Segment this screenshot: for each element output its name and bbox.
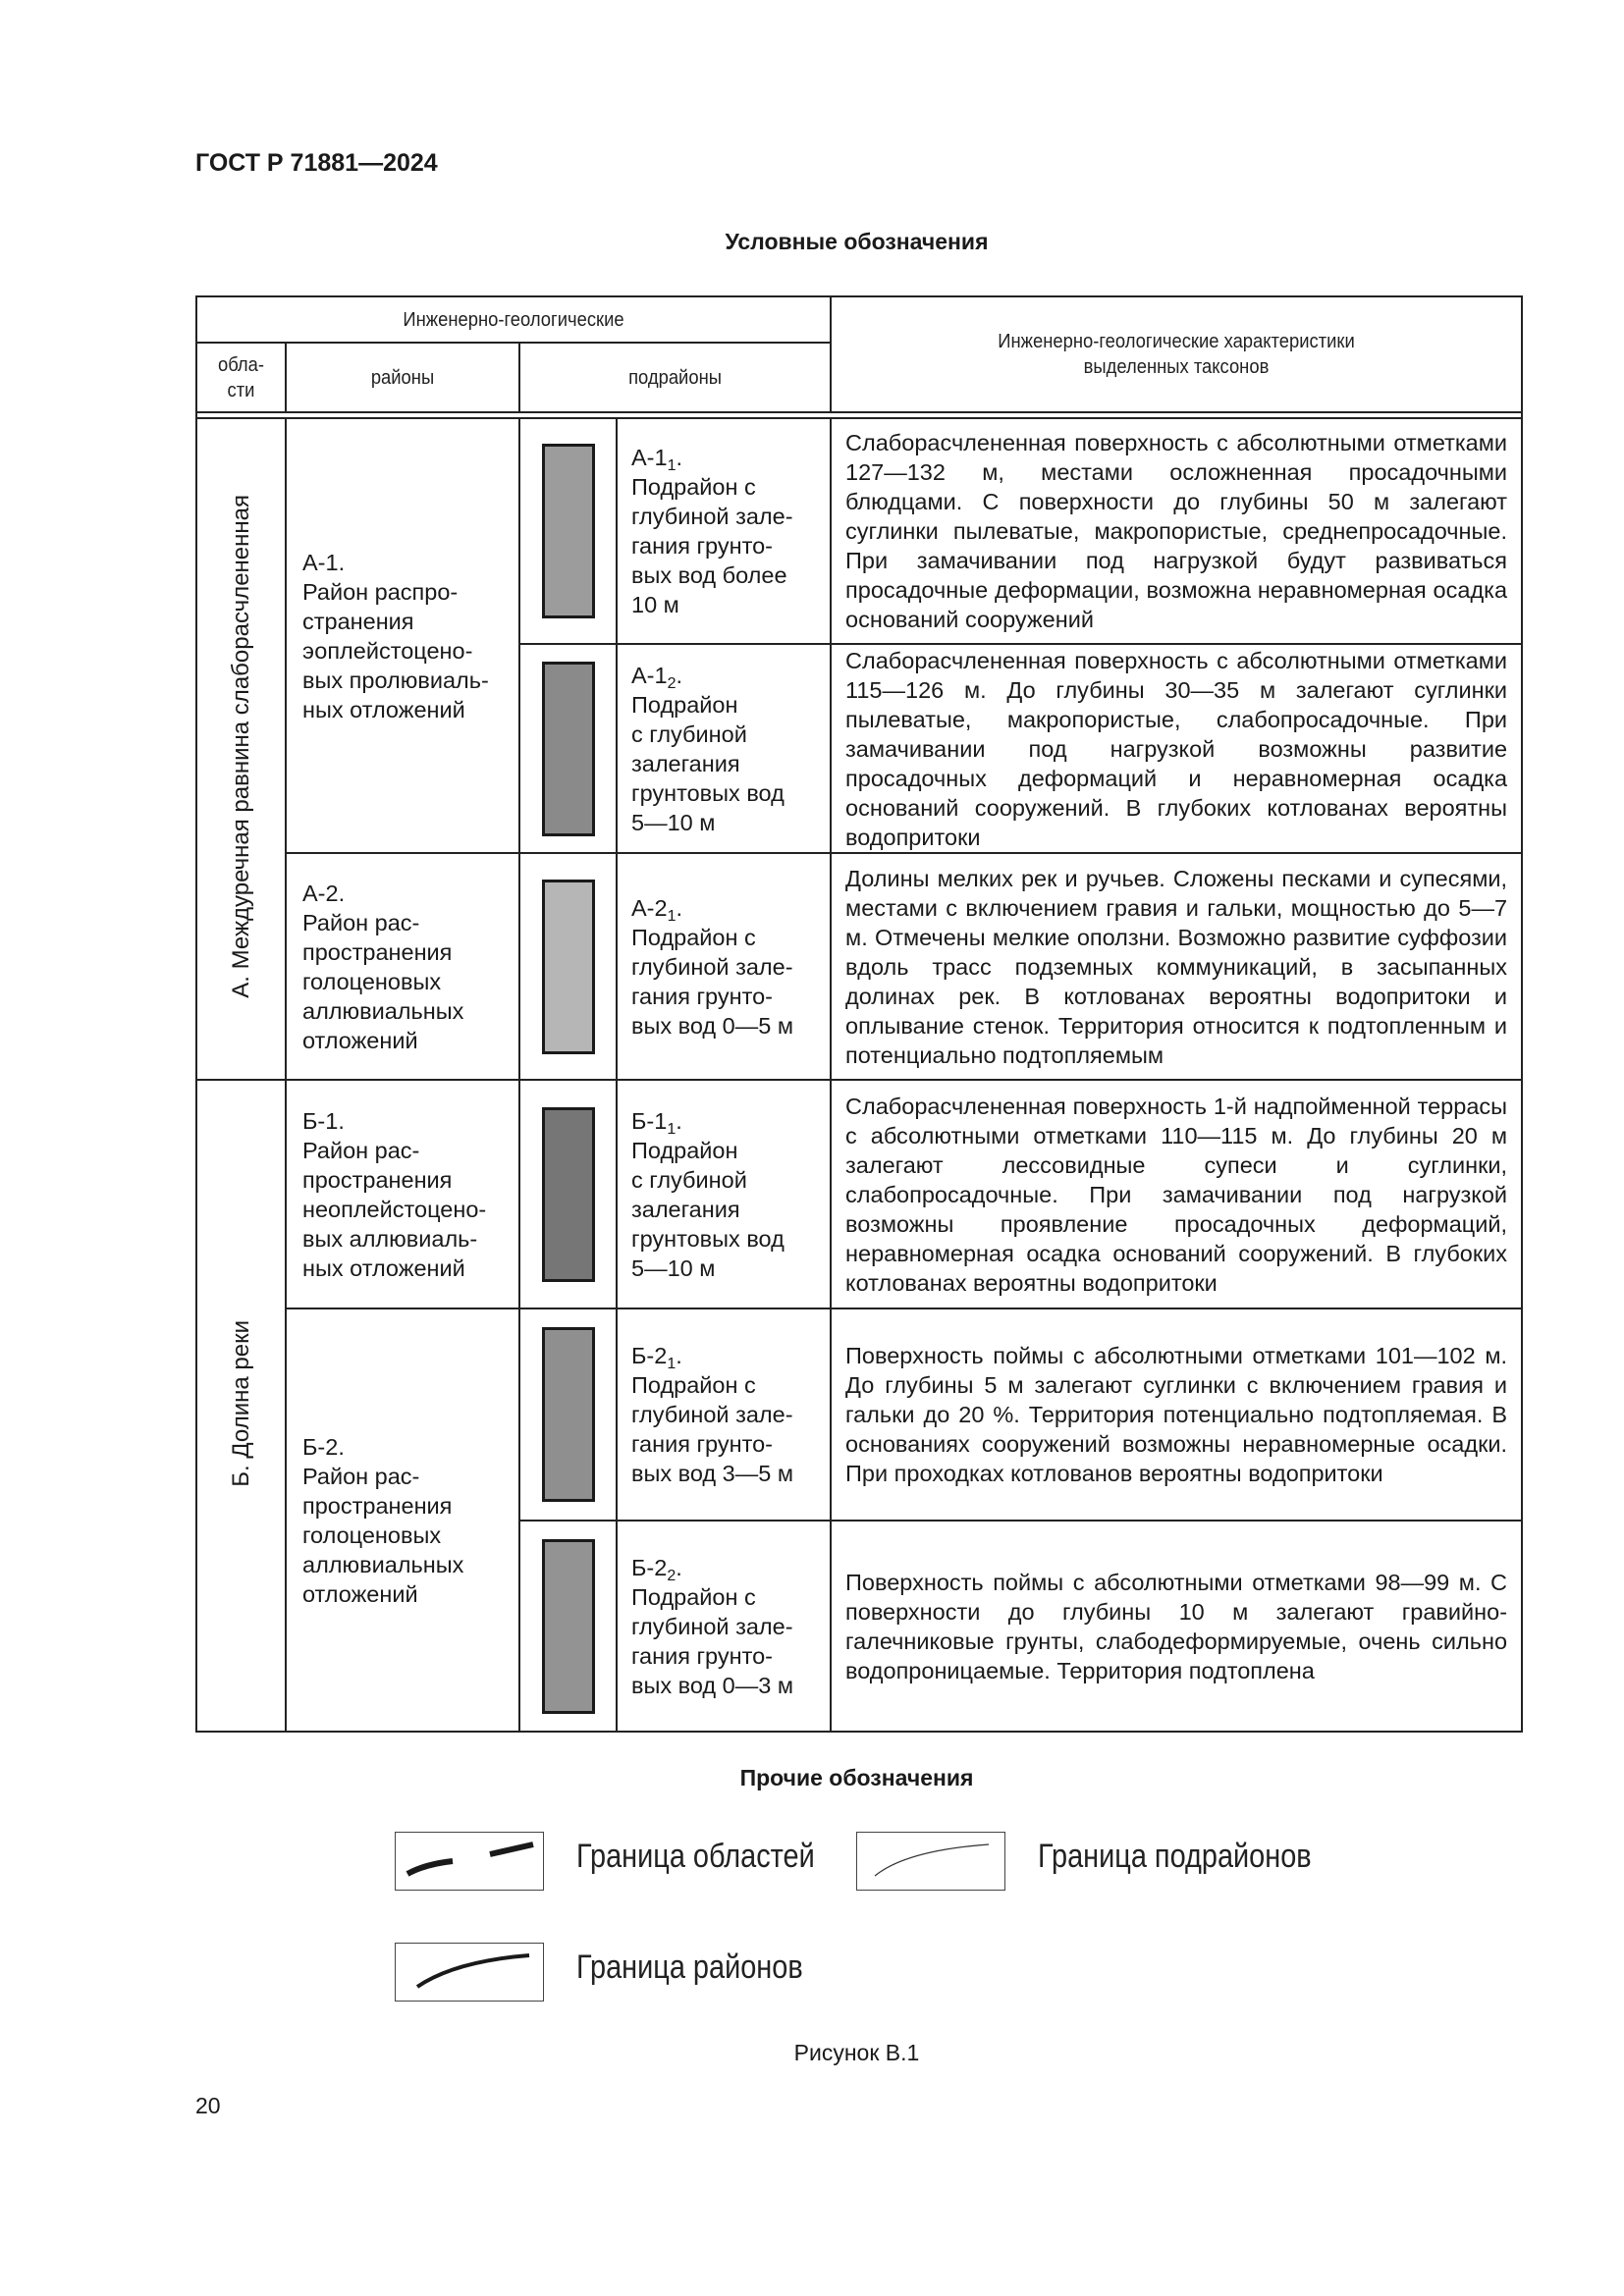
header-areas-label: обла- сти: [217, 353, 265, 401]
subdistrict-code: А-1: [631, 662, 668, 688]
other-legend-title: Прочие обозначения: [739, 1765, 974, 1790]
subdistrict-boundary-label: Граница подрайонов: [1038, 1838, 1312, 1875]
area-boundary-label: Граница областей: [576, 1838, 815, 1875]
subdistrict-label: Подрайон с глубиной залегания грунтовых вод 5—10 м: [631, 691, 785, 835]
color-swatch: [542, 444, 595, 618]
color-swatch: [542, 662, 595, 836]
subdistrict-label: Подрайон с глубиной зале- гания грунто- вых вод 0—5 м: [631, 924, 793, 1039]
area-label: А. Междуречная равнина слаборасчлененная: [227, 495, 254, 998]
color-swatch: [542, 1539, 595, 1714]
area-boundary-symbol: [395, 1832, 544, 1891]
subdistrict-code: Б-2: [631, 1554, 668, 1580]
subdistrict-label: Подрайон с глубиной зале- гания грунто- вых вод 3—5 м: [631, 1372, 793, 1486]
color-swatch: [542, 1327, 595, 1502]
swatch-cell: [519, 1308, 617, 1521]
swatch-cell: [519, 418, 617, 644]
header-districts-label: районы: [370, 366, 435, 389]
area-label: Б. Долина реки: [227, 1319, 254, 1487]
description-cell: Поверхность поймы с абсолютными отметками 101—102 м. До глубины 5 м залегают суглинки с включением гравия и гальки до 20 %. Территория потенциально подтопляемая. В основаниях сооружений возможны неравномерные осадки. При проходках котлованов вероятны водопритоки: [831, 1308, 1522, 1521]
swatch-cell: [519, 644, 617, 853]
subdistrict-cell: $А-1_2$. Подрайон с глубиной залегания грунтовых вод 5—10 м: [617, 644, 831, 853]
description-cell: Поверхность поймы с абсолютными отметками 98—99 м. С поверхности до глубины 10 м залегают гравийно-галечниковые грунты, слабодеформируемые, очень сильно водопроницаемые. Территория подтоплена: [831, 1521, 1522, 1732]
header-group-label: Инженерно-геологические: [403, 308, 624, 331]
description-cell: Слаборасчлененная поверхность 1-й надпойменной террасы с абсолютными отметками 110—115 м. До глубины 20 м залегают лессовидные супеси и суглинки, слабопросадочные. При замачивании под нагрузкой возможны проявление просадочных деформаций, неравномерная осадка оснований сооружений. В глубоких котлованах вероятны водопритоки: [831, 1080, 1522, 1308]
subdistrict-index: 2: [667, 1567, 677, 1584]
subdistrict-index: 1: [667, 1356, 677, 1372]
subdistrict-boundary-line-icon: [857, 1833, 1006, 1892]
legend-title: Условные обозначения: [725, 229, 989, 254]
swatch-cell: [519, 853, 617, 1080]
table-row: [196, 1308, 1522, 1521]
district-cell: А-1. Район распро- странения эоплейстоцено- вых пролювиаль- ных отложений: [286, 418, 519, 853]
swatch-cell: [519, 1521, 617, 1732]
area-cell: [196, 418, 286, 1080]
district-cell: А-2. Район рас- пространения голоценовых аллювиальных отложений: [286, 853, 519, 1080]
document-code: ГОСТ Р 71881—2024: [195, 149, 438, 177]
subdistrict-index: 2: [667, 674, 677, 692]
table-row: [196, 853, 1522, 1080]
subdistrict-code: Б-1: [631, 1107, 668, 1134]
header-subdistricts-label: подрайоны: [628, 366, 722, 389]
area-boundary-line-icon: [396, 1833, 545, 1892]
district-boundary-line-icon: [396, 1944, 545, 2002]
color-swatch: [542, 1107, 595, 1282]
header-group: [196, 296, 831, 343]
table-row: [196, 418, 1522, 644]
page-number: 20: [195, 2093, 221, 2118]
header-subdistricts: [519, 343, 831, 412]
figure-caption: Рисунок В.1: [793, 2040, 920, 2065]
subdistrict-code: Б-2: [631, 1343, 668, 1368]
subdistrict-cell: $Б-1_1$. Подрайон с глубиной залегания грунтовых вод 5—10 м: [617, 1080, 831, 1308]
subdistrict-code: А-2: [631, 894, 668, 921]
subdistrict-index: 1: [667, 907, 677, 925]
description-cell: Слаборасчлененная поверхность с абсолютными отметками 115—126 м. До глубины 30—35 м залегают суглинки пылеватые, макропористые, слабопросадочные. При замачивании под нагрузкой возможны развитие просадочных деформаций и неравномерная осадка оснований сооружений. В глубоких котлованах вероятны водопритоки: [831, 644, 1522, 853]
subdistrict-cell: $Б-2_1$. Подрайон с глубиной зале- гания грунто- вых вод 3—5 м: [617, 1308, 831, 1521]
subdistrict-index: 1: [667, 1120, 677, 1138]
description-cell: Слаборасчлененная поверхность с абсолютными отметками 127—132 м, местами осложненная просадочными блюдцами. С поверхности до глубины 50 м залегают суглинки пылеватые, макропористые, среднепросадочные. При замачивании под нагрузкой будут развиваться просадочные деформации, возможна неравномерная осадка оснований сооружений: [831, 418, 1522, 644]
subdistrict-cell: $А-1_1$. Подрайон с глубиной зале- гания грунто- вых вод более 10 м: [617, 418, 831, 644]
area-cell: [196, 1080, 286, 1732]
subdistrict-index: 1: [667, 457, 677, 474]
legend-table: [195, 295, 1523, 1733]
subdistrict-boundary-symbol: [856, 1832, 1005, 1891]
header-characteristics-label: Инженерно-геологические характеристики выделенных таксонов: [998, 331, 1355, 378]
district-cell: Б-1. Район рас- пространения неоплейстоцено- вых аллювиаль- ных отложений: [286, 1080, 519, 1308]
district-boundary-symbol: [395, 1943, 544, 2002]
header-districts: [286, 343, 519, 412]
description-cell: Долины мелких рек и ручьев. Сложены песками и супесями, местами с включением гравия и гальки, мощностью до 5—7 м. Отмечены мелкие оползни. Возможно развитие суффозии вдоль трасс подземных коммуникаций, в засыпанных долинах рек. В котлованах вероятны водопритоки и оплывание стенок. Территория относится к подтопленным и потенциально подтопляемым: [831, 853, 1522, 1080]
district-boundary-label: Граница районов: [576, 1949, 803, 1986]
header-characteristics: [831, 296, 1522, 412]
subdistrict-cell: $Б-2_2$. Подрайон с глубиной зале- гания грунто- вых вод 0—3 м: [617, 1521, 831, 1732]
district-cell: Б-2. Район рас- пространения голоценовых аллювиальных отложений: [286, 1308, 519, 1732]
subdistrict-code: А-1: [631, 445, 668, 470]
subdistrict-label: Подрайон с глубиной зале- гания грунто- вых вод более 10 м: [631, 474, 793, 617]
subdistrict-label: Подрайон с глубиной залегания грунтовых вод 5—10 м: [631, 1137, 785, 1281]
subdistrict-label: Подрайон с глубиной зале- гания грунто- вых вод 0—3 м: [631, 1583, 793, 1698]
header-areas: [196, 343, 286, 412]
swatch-cell: [519, 1080, 617, 1308]
subdistrict-cell: $А-2_1$. Подрайон с глубиной зале- гания грунто- вых вод 0—5 м: [617, 853, 831, 1080]
color-swatch: [542, 880, 595, 1054]
table-row: [196, 1080, 1522, 1308]
